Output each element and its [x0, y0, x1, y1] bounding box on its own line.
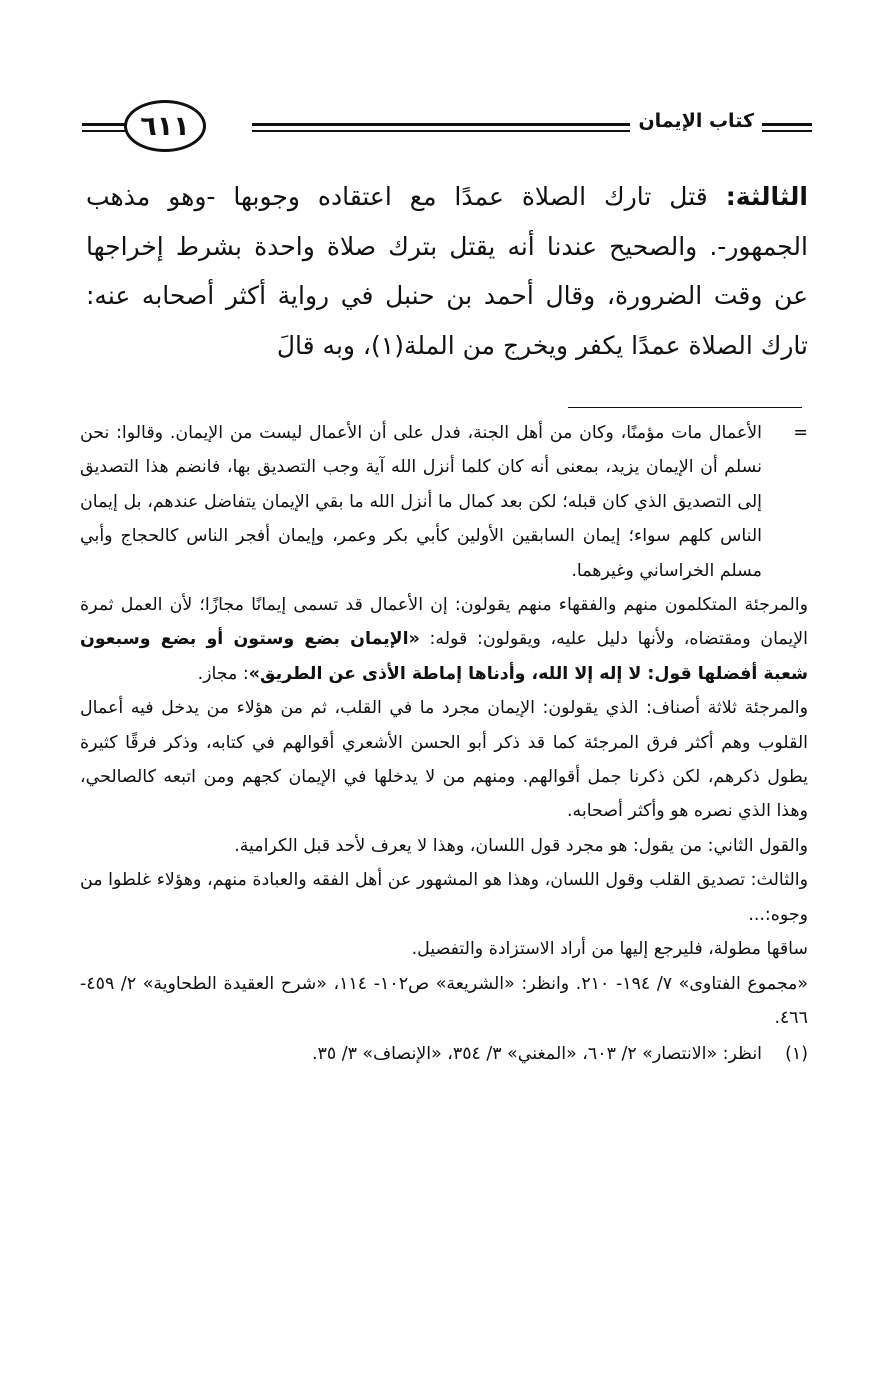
footnote-text: والمرجئة المتكلمون منهم والفقهاء منهم يقولون: إن الأعمال قد تسمى إيمانًا مجازًا؛ لأن العمل ثمرة الإيمان ومقتضاه، ولأنها دليل عليه، ويقولون: قوله: — [80, 595, 809, 650]
page-number: ٦١١ — [124, 100, 206, 152]
footnote-reference — [80, 967, 808, 1036]
hadith-quote: «الإيمان بضع وستون أو بضع وسبعون شعبة أفضلها قول: لا إله إلا الله، وأدناها إماطة الأذى عن الطريق» — [80, 629, 808, 684]
title-ornament — [766, 122, 812, 136]
page-header — [82, 98, 812, 158]
main-text-body: قتل تارك الصلاة عمدًا مع اعتقاده وجوبها -وهو مذهب الجمهور-. والصحيح عندنا أنه يقتل بترك صلاة واحدة بشرط إخراجها عن وقت الضرورة، وقال أحمد بن حنبل في رواية أكثر أصحابه عنه: تارك الصلاة عمدًا يكفر ويخرج من الملة(١)، وبه قالَ — [86, 182, 808, 360]
footnote-separator — [568, 407, 802, 408]
footnote-text: الأعمال مات مؤمنًا، وكان من أهل الجنة، فدل على أن الأعمال ليست من الإيمان. وقالوا: نحن نسلم أن الإيمان يزيد، بمعنى أنه كان كلما أنزل الله آية وجب التصديق بها، فانضم هذا التصديق إلى التصديق الذي كان قبله؛ لكن بعد كمال ما أنزل الله ما بقي الإيمان يتفاضل عندهم، بل إيمان الناس كلهم سواء؛ إيمان السابقين الأولين كأبي بكر وعمر، وإيمان أفجر الناس كالحجاج وأبي مسلم الخراساني وغيرهما. — [80, 423, 762, 581]
continuation-mark: = — [793, 423, 808, 443]
book-title: كتاب الإيمان — [630, 110, 762, 132]
footnote-paragraph — [80, 829, 808, 863]
footnote-text: «مجموع الفتاوى» ٧/ ١٩٤- ٢١٠. وانظر: «الشريعة» ص١٠٢- ١١٤، «شرح العقيدة الطحاوية» ٢/ ٤٥٩- ٤٦٦. — [80, 973, 809, 1028]
footnote-1 — [80, 1037, 808, 1071]
footnote-paragraph — [80, 588, 808, 691]
footnotes — [80, 416, 808, 1072]
footnote-text: والمرجئة ثلاثة أصناف: الذي يقولون: الإيمان مجرد ما في القلب، ثم من هؤلاء من يدخل فيه أعمال القلوب وهم أكثر فرق المرجئة كما قد ذكر أبو الحسن الأشعري أقوالهم في كتابه، وذكر فرقًا كثيرة يطول ذكرهم، لكن ذكرنا جمل أقوالهم. ومنهم من لا يدخلها في الإيمان كجهم ومن اتبعه كالصالحي، وهذا الذي نصره هو وأكثر أصحابه. — [80, 698, 808, 822]
footnote-paragraph — [80, 691, 808, 829]
footnote-paragraph — [80, 416, 808, 588]
footnote-paragraph — [80, 863, 808, 932]
footnote-text: والثالث: تصديق القلب وقول اللسان، وهذا هو المشهور عن أهل الفقه والعبادة منهم، وهؤلاء غلطوا من وجوه:... — [80, 870, 808, 925]
footnote-text: انظر: «الانتصار» ٢/ ٦٠٣، «المغني» ٣/ ٣٥٤، «الإنصاف» ٣/ ٣٥. — [311, 1044, 762, 1065]
footnote-paragraph — [80, 932, 808, 966]
main-text — [86, 172, 808, 370]
footnote-number: (١) — [785, 1044, 808, 1065]
footnote-text: والقول الثاني: من يقول: هو مجرد قول اللسان، وهذا لا يعرف لأحد قبل الكرامية. — [234, 835, 808, 856]
footnote-text: ساقها مطولة، فليرجع إليها من أراد الاستزادة والتفصيل. — [411, 939, 808, 960]
main-text-lead: الثالثة: — [725, 182, 809, 211]
footnote-text: : مجاز. — [197, 663, 249, 684]
